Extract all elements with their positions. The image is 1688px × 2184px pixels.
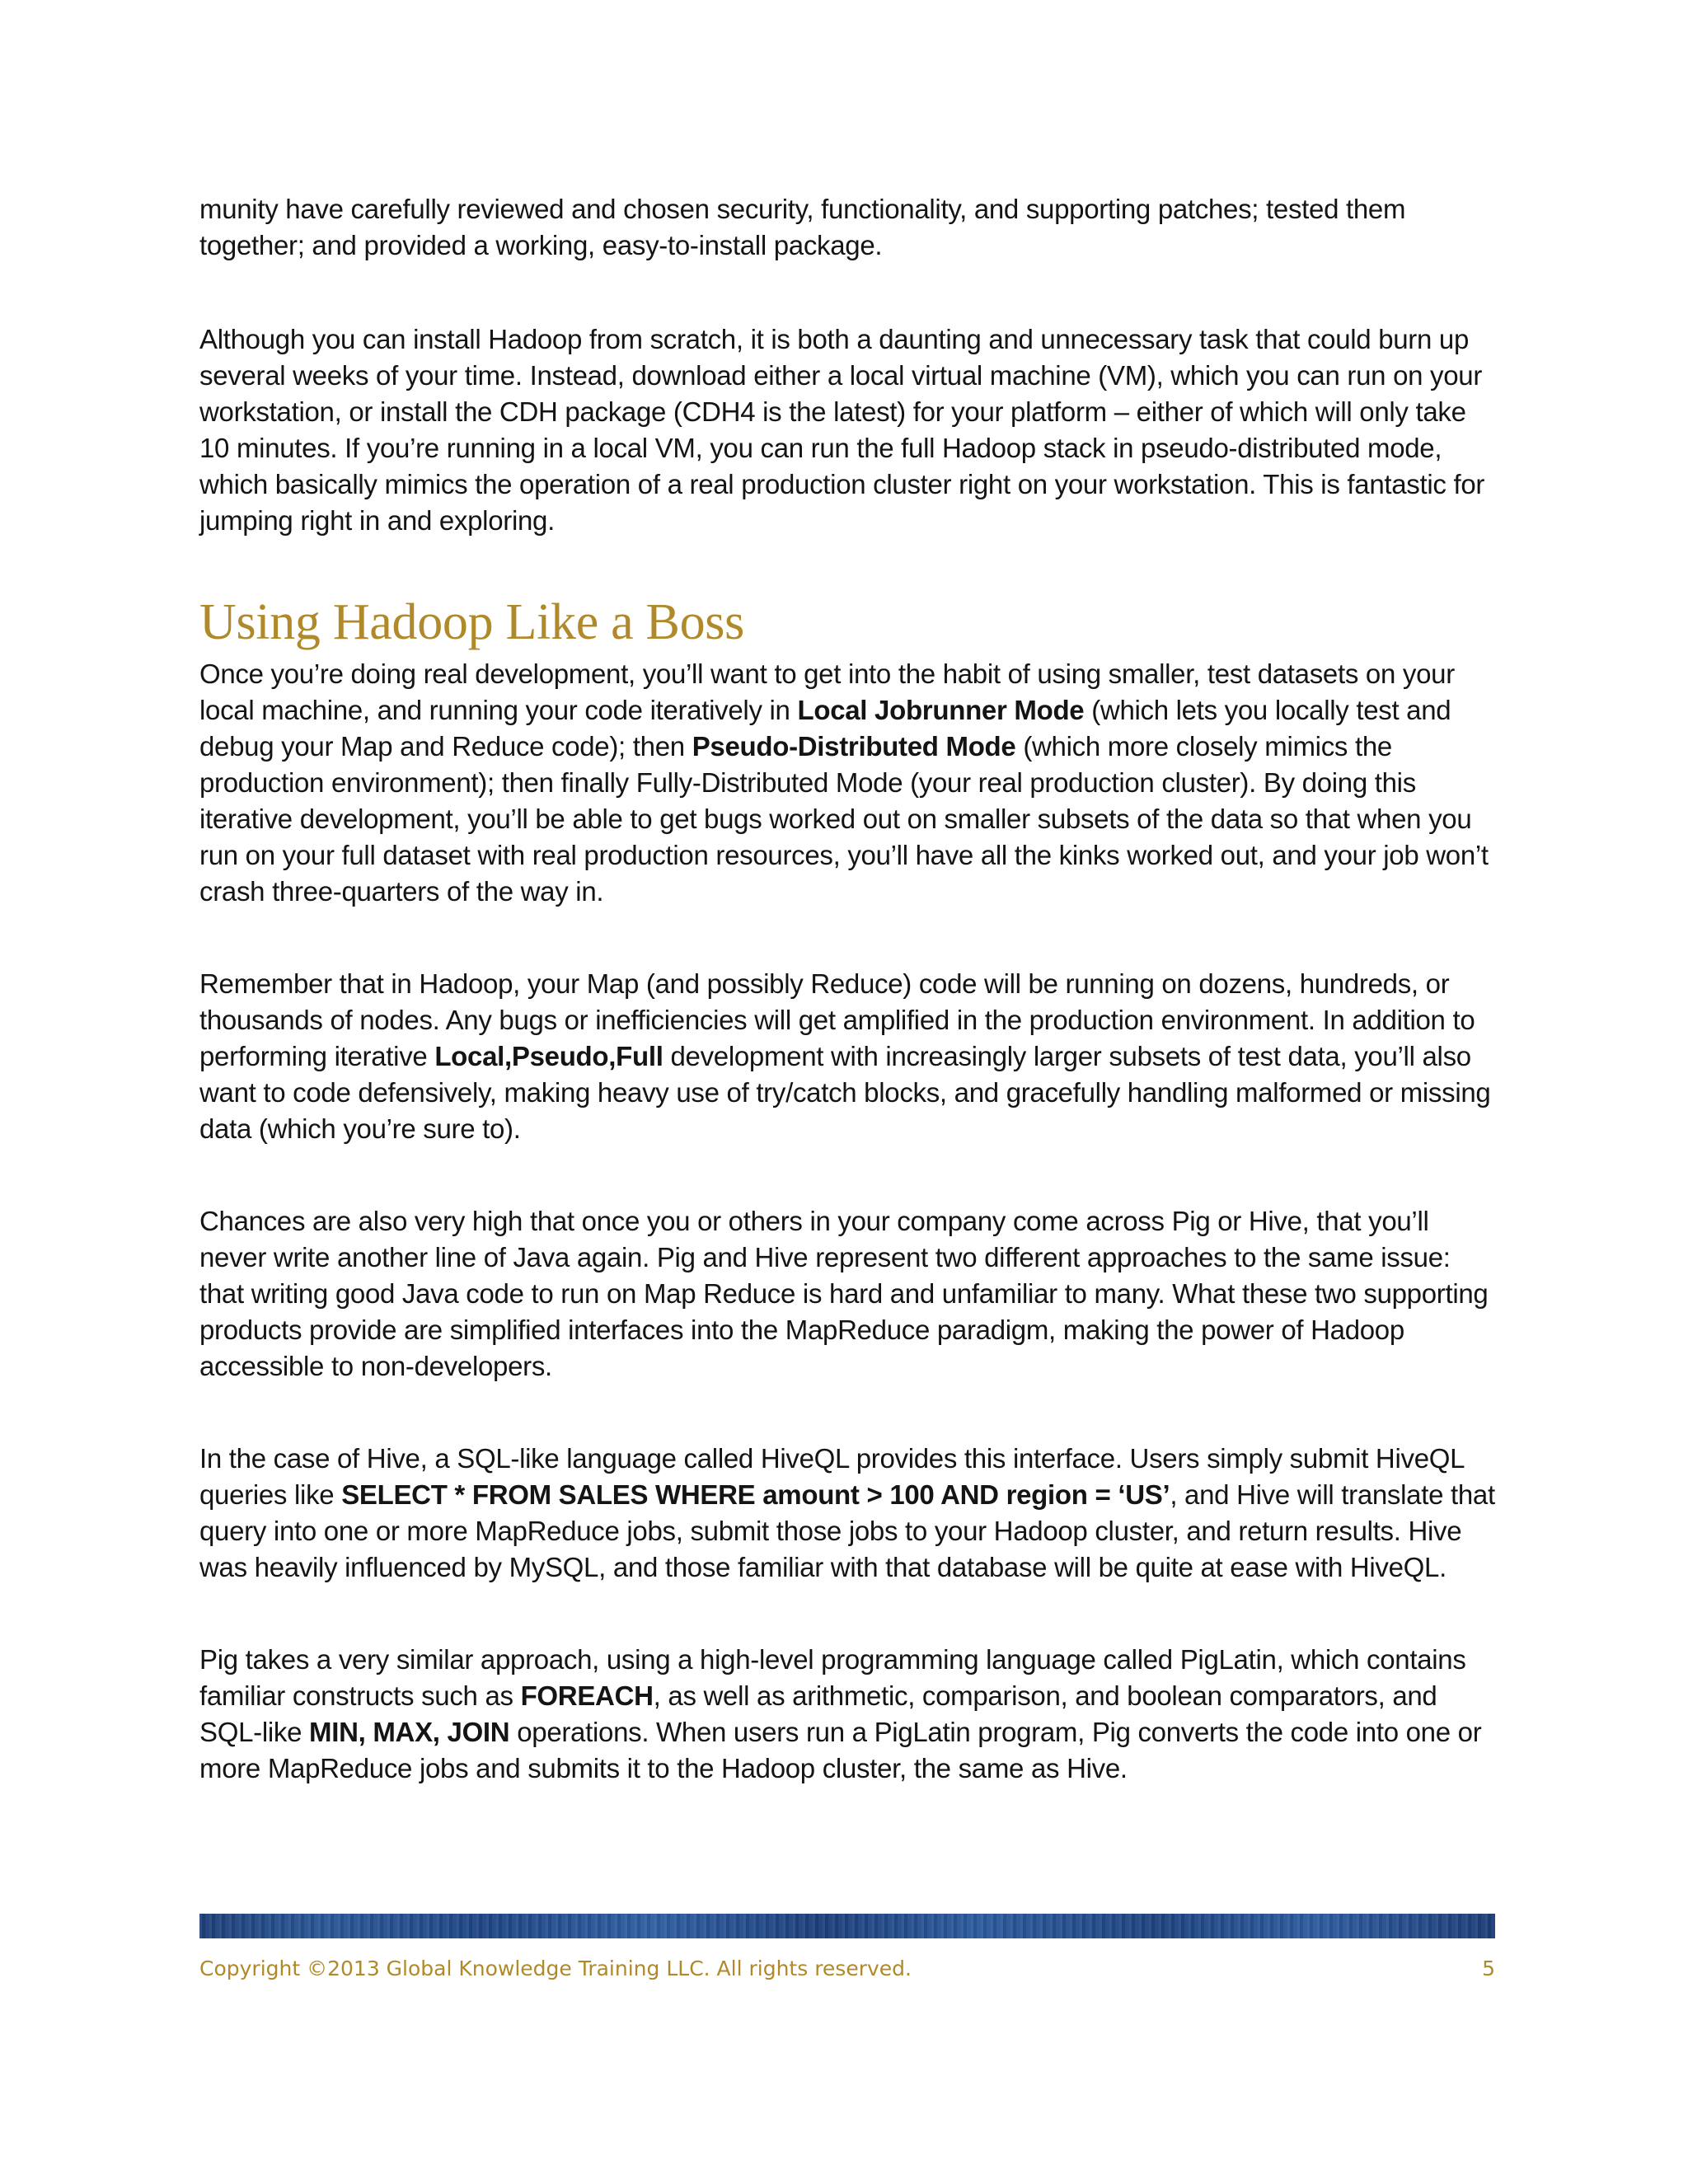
bold-term-pseudo-distributed: Pseudo-Distributed Mode bbox=[692, 731, 1016, 762]
bold-term-foreach: FOREACH bbox=[520, 1680, 654, 1711]
intro-paragraph-2: Although you can install Hadoop from scratch, it is both a daunting and unnecessary task that could burn up several weeks of your time. Instead, download either a local virtual machine (VM), which you can run on your workstation, or install the CDH package (CDH4 is the latest) for your platform – either of which will only take 10 minutes. If you’re running in a local VM, you can run the full Hadoop stack in pseudo-distributed mode, which basically mimics the operation of a real production cluster right on your workstation. This is fantastic for jumping right in and exploring. bbox=[199, 324, 1485, 536]
text-run: , and Hive will translate that query into one or more MapReduce jobs, submit those jobs to your Hadoop cluster, and return results. Hive was heavily influenced by MySQL, and those familiar with that database will be quite at ease with HiveQL. bbox=[199, 1479, 1495, 1582]
section-paragraph-5 bbox=[199, 1642, 1495, 1787]
text-run: In the case of Hive, a SQL-like language called HiveQL provides this interface. Users simply submit HiveQL queries like bbox=[199, 1443, 1464, 1510]
text-run: Once you’re doing real development, you’ll want to get into the habit of using smaller, test datasets on your local machine, and running your code iteratively in bbox=[199, 658, 1455, 725]
intro-paragraph-1: munity have carefully reviewed and chosen security, functionality, and supporting patches; tested them together; and provided a working, easy-to-install package. bbox=[199, 194, 1406, 260]
section-paragraph-4 bbox=[199, 1441, 1495, 1586]
page-number: 5 bbox=[1482, 1957, 1495, 1980]
bold-term-min-max-join: MIN, MAX, JOIN bbox=[309, 1717, 510, 1747]
text-run: , as well as arithmetic, comparison, and boolean comparators, and SQL-like bbox=[199, 1680, 1437, 1747]
section-paragraph-2 bbox=[199, 966, 1495, 1147]
bold-term-local-jobrunner: Local Jobrunner Mode bbox=[797, 695, 1085, 725]
text-run: Remember that in Hadoop, your Map (and possibly Reduce) code will be running on dozens, hundreds, or thousands of nodes. Any bugs or inefficiencies will get amplified in the production environment. In addition to performing iterative bbox=[199, 968, 1475, 1071]
text-run: (which more closely mimics the production environment); then finally Fully-Distributed Mode (your real production cluster). By doing this iterative development, you’ll be able to get bugs worked out on smaller subsets of the data so that when you run on your full dataset with real production resources, you’ll have all the kinks worked out, and your job won’t crash three-quarters of the way in. bbox=[199, 731, 1489, 907]
section-paragraph-1 bbox=[199, 656, 1495, 910]
text-run: operations. When users run a PigLatin program, Pig converts the code into one or more MapReduce jobs and submits it to the Hadoop cluster, the same as Hive. bbox=[199, 1717, 1482, 1783]
bold-sql-example: SELECT * FROM SALES WHERE amount > 100 AND region = ‘US’ bbox=[341, 1479, 1170, 1510]
page-content bbox=[199, 191, 1495, 1843]
page-footer bbox=[199, 1955, 1495, 1983]
footer-copyright: Copyright ©2013 Global Knowledge Training LLC. All rights reserved. bbox=[199, 1957, 912, 1980]
text-run: development with increasingly larger subsets of test data, you’ll also want to code defensively, making heavy use of try/catch blocks, and gracefully handling malformed or missing data (which you’re sure to). bbox=[199, 1041, 1491, 1144]
text-run: (which lets you locally test and debug your Map and Reduce code); then bbox=[199, 695, 1451, 762]
section-heading: Using Hadoop Like a Boss bbox=[199, 594, 744, 650]
footer-decorative-bar bbox=[199, 1914, 1495, 1938]
bold-term-local-pseudo-full: Local,Pseudo,Full bbox=[434, 1041, 663, 1071]
section-paragraph-3: Chances are also very high that once you or others in your company come across Pig or Hive, that you’ll never write another line of Java again. Pig and Hive represent two different approaches to the same issue: that writing good Java code to run on Map Reduce is hard and unfamiliar to many. What these two supporting products provide are simplified interfaces into the MapReduce paradigm, making the power of Hadoop accessible to non-developers. bbox=[199, 1206, 1489, 1381]
text-run: Pig takes a very similar approach, using a high-level programming language called PigLatin, which contains familiar constructs such as bbox=[199, 1644, 1466, 1711]
